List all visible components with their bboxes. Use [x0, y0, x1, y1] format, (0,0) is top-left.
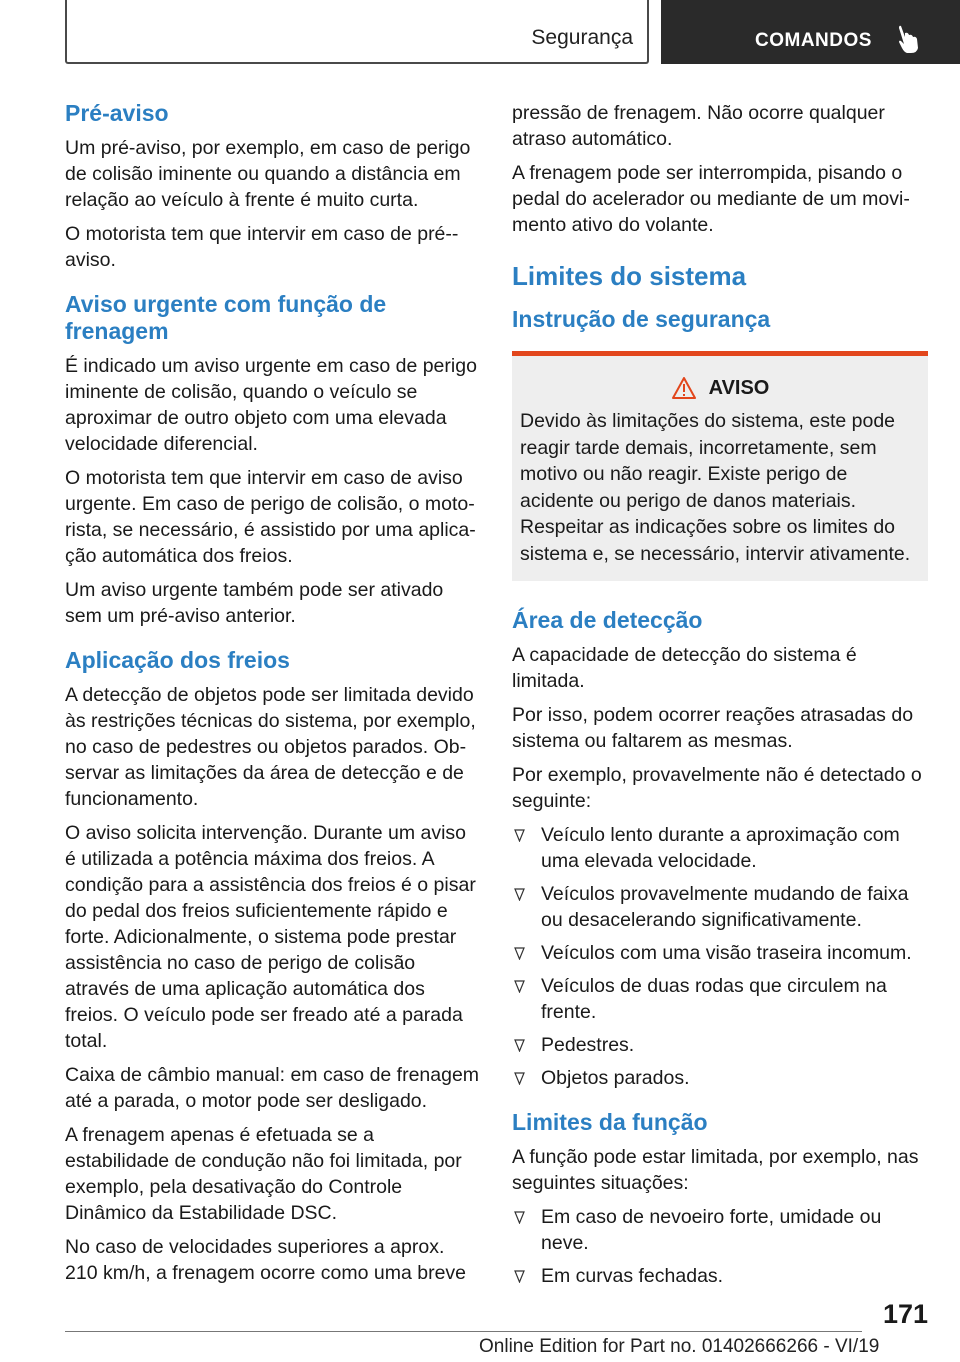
detection-list [512, 822, 927, 1091]
list-item: Pedestres. [512, 1032, 927, 1058]
triangle-bullet-icon [514, 1211, 525, 1224]
section-title: Segurança [531, 26, 633, 49]
paragraph: O motorista tem que intervir em caso de pré-‐aviso. [65, 223, 459, 271]
heading-aviso-urgente: Aviso urgente com função de frenagem [65, 291, 387, 344]
paragraph: A função pode estar limitada, por exemplo, nas seguintes situações: [512, 1146, 919, 1194]
left-column [65, 100, 480, 1294]
list-item: Objetos parados. [512, 1065, 927, 1091]
triangle-bullet-icon [514, 947, 525, 960]
heading-pre-aviso: Pré-aviso [65, 100, 169, 126]
heading-limites-sistema: Limites do sistema [512, 261, 747, 291]
header-chapter-box [661, 0, 960, 64]
page-number: 171 [882, 1299, 928, 1329]
paragraph: A capacidade de detecção do sistema é limitada. [512, 644, 857, 692]
paragraph: É indicado um aviso urgente em caso de perigo iminente de colisão, quando o veículo se aproximar de outro objeto com uma elevada velocidade diferencial. [65, 355, 477, 455]
triangle-bullet-icon [514, 829, 525, 842]
warning-header [520, 376, 920, 400]
list-item: Em curvas fechadas. [512, 1263, 927, 1289]
paragraph: O aviso solicita intervenção. Durante um aviso é utilizada a potência máxima dos freios. A condição para a assistência dos freios é o pisar do pedal dos freios suficientemente rápido e forte. Adicionalmente, o sistema pode prestar assistência no caso de perigo de colisão através de uma aplicação automática dos freios. O veículo pode ser freado até a parada total. [65, 822, 476, 1052]
right-column [512, 100, 927, 1299]
triangle-bullet-icon [514, 1072, 525, 1085]
warning-box [512, 351, 928, 581]
paragraph: Por isso, podem ocorrer reações atrasadas do sistema ou faltarem as mesmas. [512, 704, 914, 752]
footer-edition: Online Edition for Part no. 01402666266 - VI/19 [479, 1336, 880, 1357]
list-item: Veículos provavelmente mudando de faixa ou desacelerando significativamente. [512, 881, 927, 933]
paragraph: A frenagem apenas é efetuada se a estabilidade de condução não foi limitada, por exemplo, pela desativação do Controle Dinâmico da Estabilidade DSC. [65, 1124, 462, 1224]
paragraph: A detecção de objetos pode ser limitada devido às restrições técnicas do sistema, por exemplo, no caso de pedestres ou objetos parados. Observar as limitações da área de detecção e de funcionamento. [65, 684, 476, 810]
triangle-bullet-icon [514, 1039, 525, 1052]
paragraph: Caixa de câmbio manual: em caso de frenagem até a parada, o motor pode ser desligado. [65, 1064, 480, 1112]
list-item: Veículos de duas rodas que circulem na frente. [512, 973, 927, 1025]
paragraph: Um pré-aviso, por exemplo, em caso de perigo de colisão iminente ou quando a distância em relação ao veículo à frente é muito curta. [65, 137, 471, 211]
triangle-bullet-icon [514, 1270, 525, 1283]
paragraph: No caso de velocidades superiores a aprox. 210 km/h, a frenagem ocorre como uma breve [65, 1236, 467, 1284]
paragraph: pressão de frenagem. Não ocorre qualquer atraso automático. [512, 102, 885, 150]
list-item: Veículo lento durante a aproximação com uma elevada velocidade. [512, 822, 927, 874]
header-section-box [65, 0, 649, 64]
warning-text: Devido às limitações do sistema, este pode reagir tarde demais, incorretamente, sem motivo ou não reagir. Existe perigo de acidente ou perigo de danos materiais. Respeitar as indicações sobre os limites do sistema e, se necessário, intervir ativamente. [520, 410, 911, 565]
paragraph: Um aviso urgente também pode ser ativado sem um pré-aviso anterior. [65, 579, 444, 627]
warning-title: AVISO [708, 376, 770, 399]
chapter-title: COMANDOS [755, 30, 872, 51]
paragraph: A frenagem pode ser interrompida, pisando o pedal do acelerador ou mediante de um movimento ativo do volante. [512, 162, 910, 236]
list-item: Em caso de nevoeiro forte, umidade ou neve. [512, 1204, 927, 1256]
triangle-bullet-icon [514, 980, 525, 993]
heading-limites-funcao: Limites da função [512, 1109, 708, 1135]
heading-instrucao-seguranca: Instrução de segurança [512, 306, 771, 332]
list-item: Veículos com uma visão traseira incomum. [512, 940, 927, 966]
heading-aplicacao-freios: Aplicação dos freios [65, 647, 290, 673]
paragraph: Por exemplo, provavelmente não é detectado o seguinte: [512, 764, 922, 812]
triangle-bullet-icon [514, 888, 525, 901]
paragraph: O motorista tem que intervir em caso de aviso urgente. Em caso de perigo de colisão, o motorista, se necessário, é assistido por uma aplicação automática dos freios. [65, 467, 476, 567]
heading-area-deteccao: Área de detecção [512, 607, 703, 633]
function-limits-list [512, 1204, 927, 1289]
footer-divider [65, 1331, 862, 1332]
hand-pointer-icon [896, 24, 920, 54]
warning-triangle-icon [671, 376, 697, 400]
